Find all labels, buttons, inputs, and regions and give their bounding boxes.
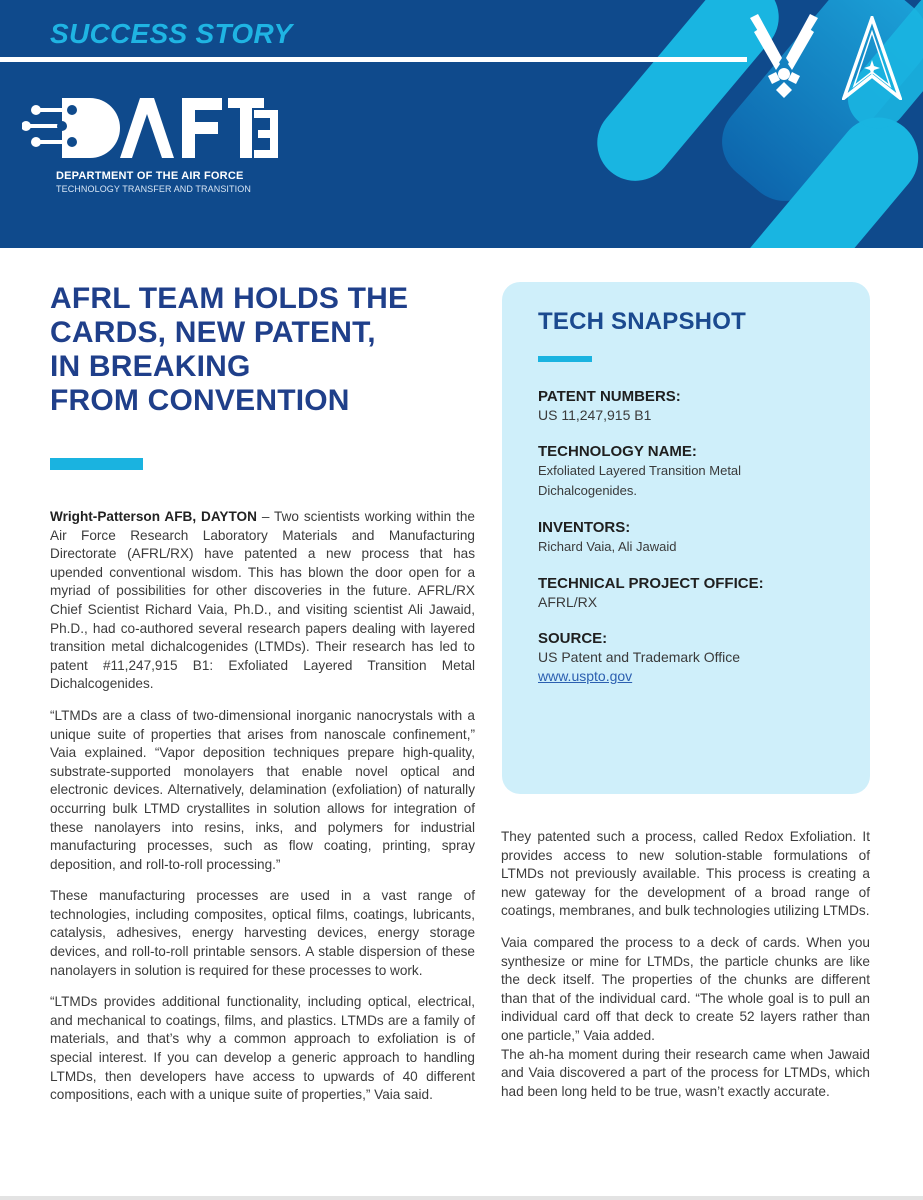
snapshot-label: TECHNOLOGY NAME: [538, 443, 697, 460]
title-line: IN BREAKING [50, 350, 251, 383]
paragraph: The ah-ha moment during their research came when Jawaid and Vaia discovered a part of the process for LTMDs, which had been long held to be true, wasn’t exactly accurate. [501, 1046, 870, 1099]
snapshot-source [538, 629, 834, 686]
snapshot-value: Exfoliated Layered Transition Metal Dichalcogenides. [538, 463, 742, 498]
paragraph-text: – Two scientists working within the Air Force Research Laboratory Materials and Manufacturing Directorate (AFRL/RX) have patented a new process that has upended conventional wisdom. This has blown the door open for a myriad of possibilities for other discoveries in the future. AFRL/RX Chief Scientist Richard Vaia, Ph.D., and visiting scientist Ali Jawaid, Ph.D., had co-authored several research papers dealing with layered transition metal dichalcogenides (LTMDs). Their research has led to patent #11,247,915 B1: Exfoliated Layered Transition Metal Dichalcogenides. [50, 509, 475, 692]
snapshot-inventors [538, 518, 834, 557]
paragraph: “LTMDs provides additional functionality, including optical, electrical, and mechanical to coatings, films, and plastics. LTMDs are a family of materials, and that’s why a common approach to exfoliation is of special interest. If you can develop a generic approach to handling LTMDs, then developers have access to upwards of 40 different compositions, each with a unique suite of properties,” Vaia said. [50, 994, 475, 1103]
success-story-label: SUCCESS STORY [50, 18, 293, 49]
snapshot-value: US 11,247,915 B1 [538, 407, 652, 423]
logo-subtitle-text: TECHNOLOGY TRANSFER AND TRANSITION [56, 184, 251, 194]
snapshot-label: TECHNICAL PROJECT OFFICE: [538, 575, 764, 592]
tech-snapshot-panel [502, 282, 870, 794]
snapshot-label: SOURCE: [538, 630, 608, 647]
article-title [50, 282, 470, 418]
paragraph: These manufacturing processes are used in a vast range of technologies, including composites, optical films, coatings, lubricants, catalysis, adhesives, energy harvesting devices, energy storage devices, and roll-to-roll printable sensors. A stable dispersion of these nanolayers in solution is required for these processes to work. [50, 888, 475, 978]
dateline: Wright-Patterson AFB, DAYTON [50, 509, 257, 524]
snapshot-accent-bar [538, 356, 592, 362]
snapshot-label: PATENT NUMBERS: [538, 388, 681, 405]
title-line: AFRL TEAM HOLDS THE [50, 282, 409, 315]
header-banner [0, 0, 923, 248]
snapshot-title: TECH SNAPSHOT [538, 308, 746, 335]
snapshot-technology-name [538, 442, 834, 501]
title-accent-bar [50, 458, 143, 470]
snapshot-patent-numbers [538, 387, 834, 425]
article-body-left [50, 508, 475, 1118]
page-bottom-edge [0, 1196, 923, 1200]
space-force-delta-icon [842, 16, 902, 100]
snapshot-value: Richard Vaia, Ali Jawaid [538, 539, 677, 554]
paragraph-intro [50, 508, 475, 694]
title-line: FROM CONVENTION [50, 384, 350, 417]
air-force-wings-icon [748, 14, 820, 100]
snapshot-value: AFRL/RX [538, 594, 598, 610]
paragraph: “LTMDs are a class of two-dimensional inorganic nanocrystals with a unique suite of properties that arises from nanoscale confinement,” Vaia explained. “Vapor deposition techniques prepare high-quality, substrate-supported monolayers that enable novel optical and electronic devices. Alternatively, delamination (exfoliation) of naturally occurring bulk LTMD crystallites in solution allows for integration of these nanolayers into resins, inks, and polymers for industrial manufacturing processes, such as flow coating, printing, spray deposition, and roll-to-roll processing.” [50, 707, 475, 872]
title-line: CARDS, NEW PATENT, [50, 316, 376, 349]
snapshot-project-office [538, 574, 834, 612]
article-body-right [501, 828, 870, 1114]
paragraph: Vaia compared the process to a deck of cards. When you synthesize or mine for LTMDs, the particle chunks are like the deck itself. The properties of the chunks are different than that of the individual card. “The whole goal is to pull an individual card off that deck to create 52 layers rather than one particle,” Vaia added. [501, 934, 870, 1043]
snapshot-value: US Patent and Trademark Office [538, 649, 741, 665]
banner-divider [0, 57, 747, 62]
paragraph: They patented such a process, called Redox Exfoliation. It provides access to new solution-stable formulations of LTMDs not previously available. This process is creating a new gateway for the development of a broad range of coatings, membranes, and bulk technologies utilizing LTMDs. [501, 829, 870, 919]
snapshot-label: INVENTORS: [538, 519, 631, 536]
uspto-link[interactable]: www.uspto.gov [538, 668, 633, 684]
logo-department-text: DEPARTMENT OF THE AIR FORCE [56, 170, 244, 182]
